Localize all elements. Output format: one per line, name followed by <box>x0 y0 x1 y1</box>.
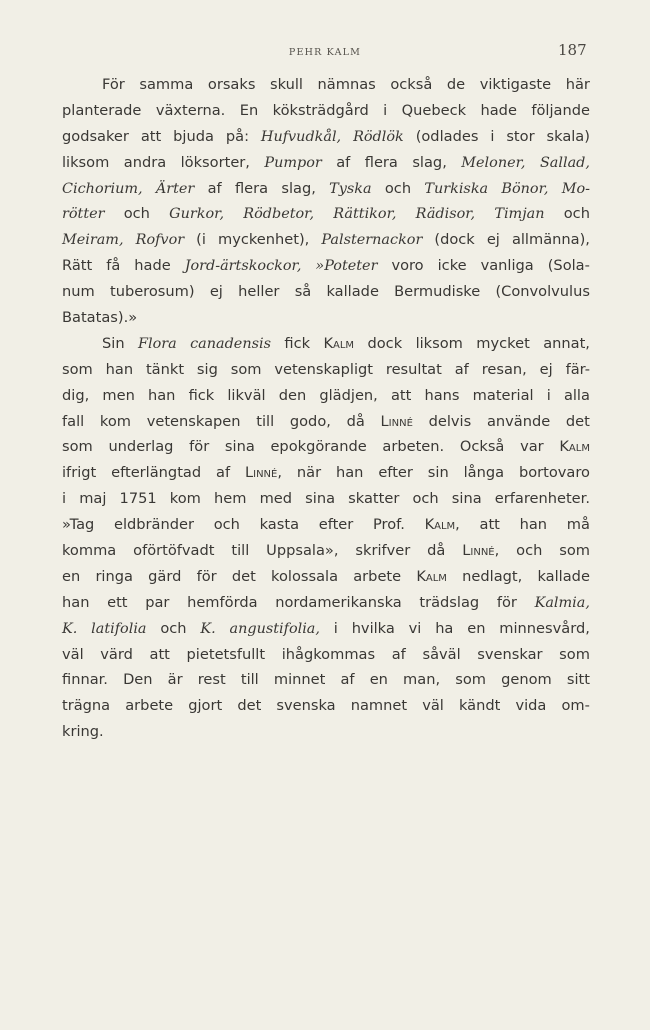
text-line: som han tänkt sig som vetenskapligt resultat af resan, ej fär- <box>62 360 590 378</box>
text-line: fall kom vetenskapen till godo, då Linné delvis använde det <box>62 412 590 430</box>
text-line: För samma orsaks skull nämnas också de viktigaste här <box>102 76 590 93</box>
text-line: dig, men han fick likväl den glädjen, att hans material i alla <box>62 386 590 404</box>
text-line: Sin Flora canadensis fick Kalm dock liksom mycket annat, <box>102 334 590 352</box>
text-line: i maj 1751 kom hem med sina skatter och sina erfarenheter. <box>62 490 590 508</box>
text-line: rötter och Gurkor, Rödbetor, Rättikor, Rädisor, Timjan och <box>62 205 590 223</box>
text-line: Meiram, Rofvor (i myckenhet), Palsternackor (dock ej allmänna), <box>62 231 590 249</box>
text-line: Cichorium, Ärter af flera slag, Tyska och Turkiska Bönor, Mo- <box>62 179 590 197</box>
text-line: finnar. Den är rest till minnet af en man, som genom sitt <box>62 671 590 689</box>
text-line: godsaker att bjuda på: Hufvudkål, Rödlök (odlades i stor skala) <box>62 127 590 145</box>
text-line: som underlag för sina epokgörande arbeten. Också var Kalm <box>62 438 590 456</box>
text-line: komma oförtöfvadt till Uppsala», skrifver då Linné, och som <box>62 542 590 560</box>
text-line: liksom andra löksorter, Pumpor af flera slag, Meloner, Sallad, <box>62 153 590 171</box>
text-line: han ett par hemförda nordamerikanska trädslag för Kalmia, <box>62 593 590 611</box>
text-line: en ringa gärd för det kolossala arbete Kalm nedlagt, kallade <box>62 567 590 585</box>
text-line: Rätt få hade Jord-ärtskockor, »Poteter voro icke vanliga (Sola- <box>62 257 590 275</box>
paragraph <box>62 72 590 331</box>
text-line: väl värd att pietetsfullt ihågkommas af såväl svenskar som <box>62 645 590 663</box>
text-line: num tuberosum) ej heller så kallade Bermudiske (Convolvulus <box>62 283 590 301</box>
page-number: 187 <box>558 41 587 59</box>
text-line: kring. <box>62 723 104 741</box>
paragraph <box>62 331 590 745</box>
running-head: PEHR KALM <box>288 47 362 58</box>
text-line: planterade växterna. En köksträdgård i Quebeck hade följande <box>62 101 590 119</box>
text-line: trägna arbete gjort det svenska namnet väl kändt vida om- <box>62 697 590 715</box>
body-text <box>62 72 590 745</box>
text-line: ifrigt efterlängtad af Linné, när han efter sin långa bortovaro <box>62 464 590 482</box>
text-line: K. latifolia och K. angustifolia, i hvilka vi ha en minnesvård, <box>62 619 590 637</box>
text-line: Batatas).» <box>62 309 138 327</box>
text-line: »Tag eldbränder och kasta efter Prof. Kalm, att han må <box>62 516 590 534</box>
